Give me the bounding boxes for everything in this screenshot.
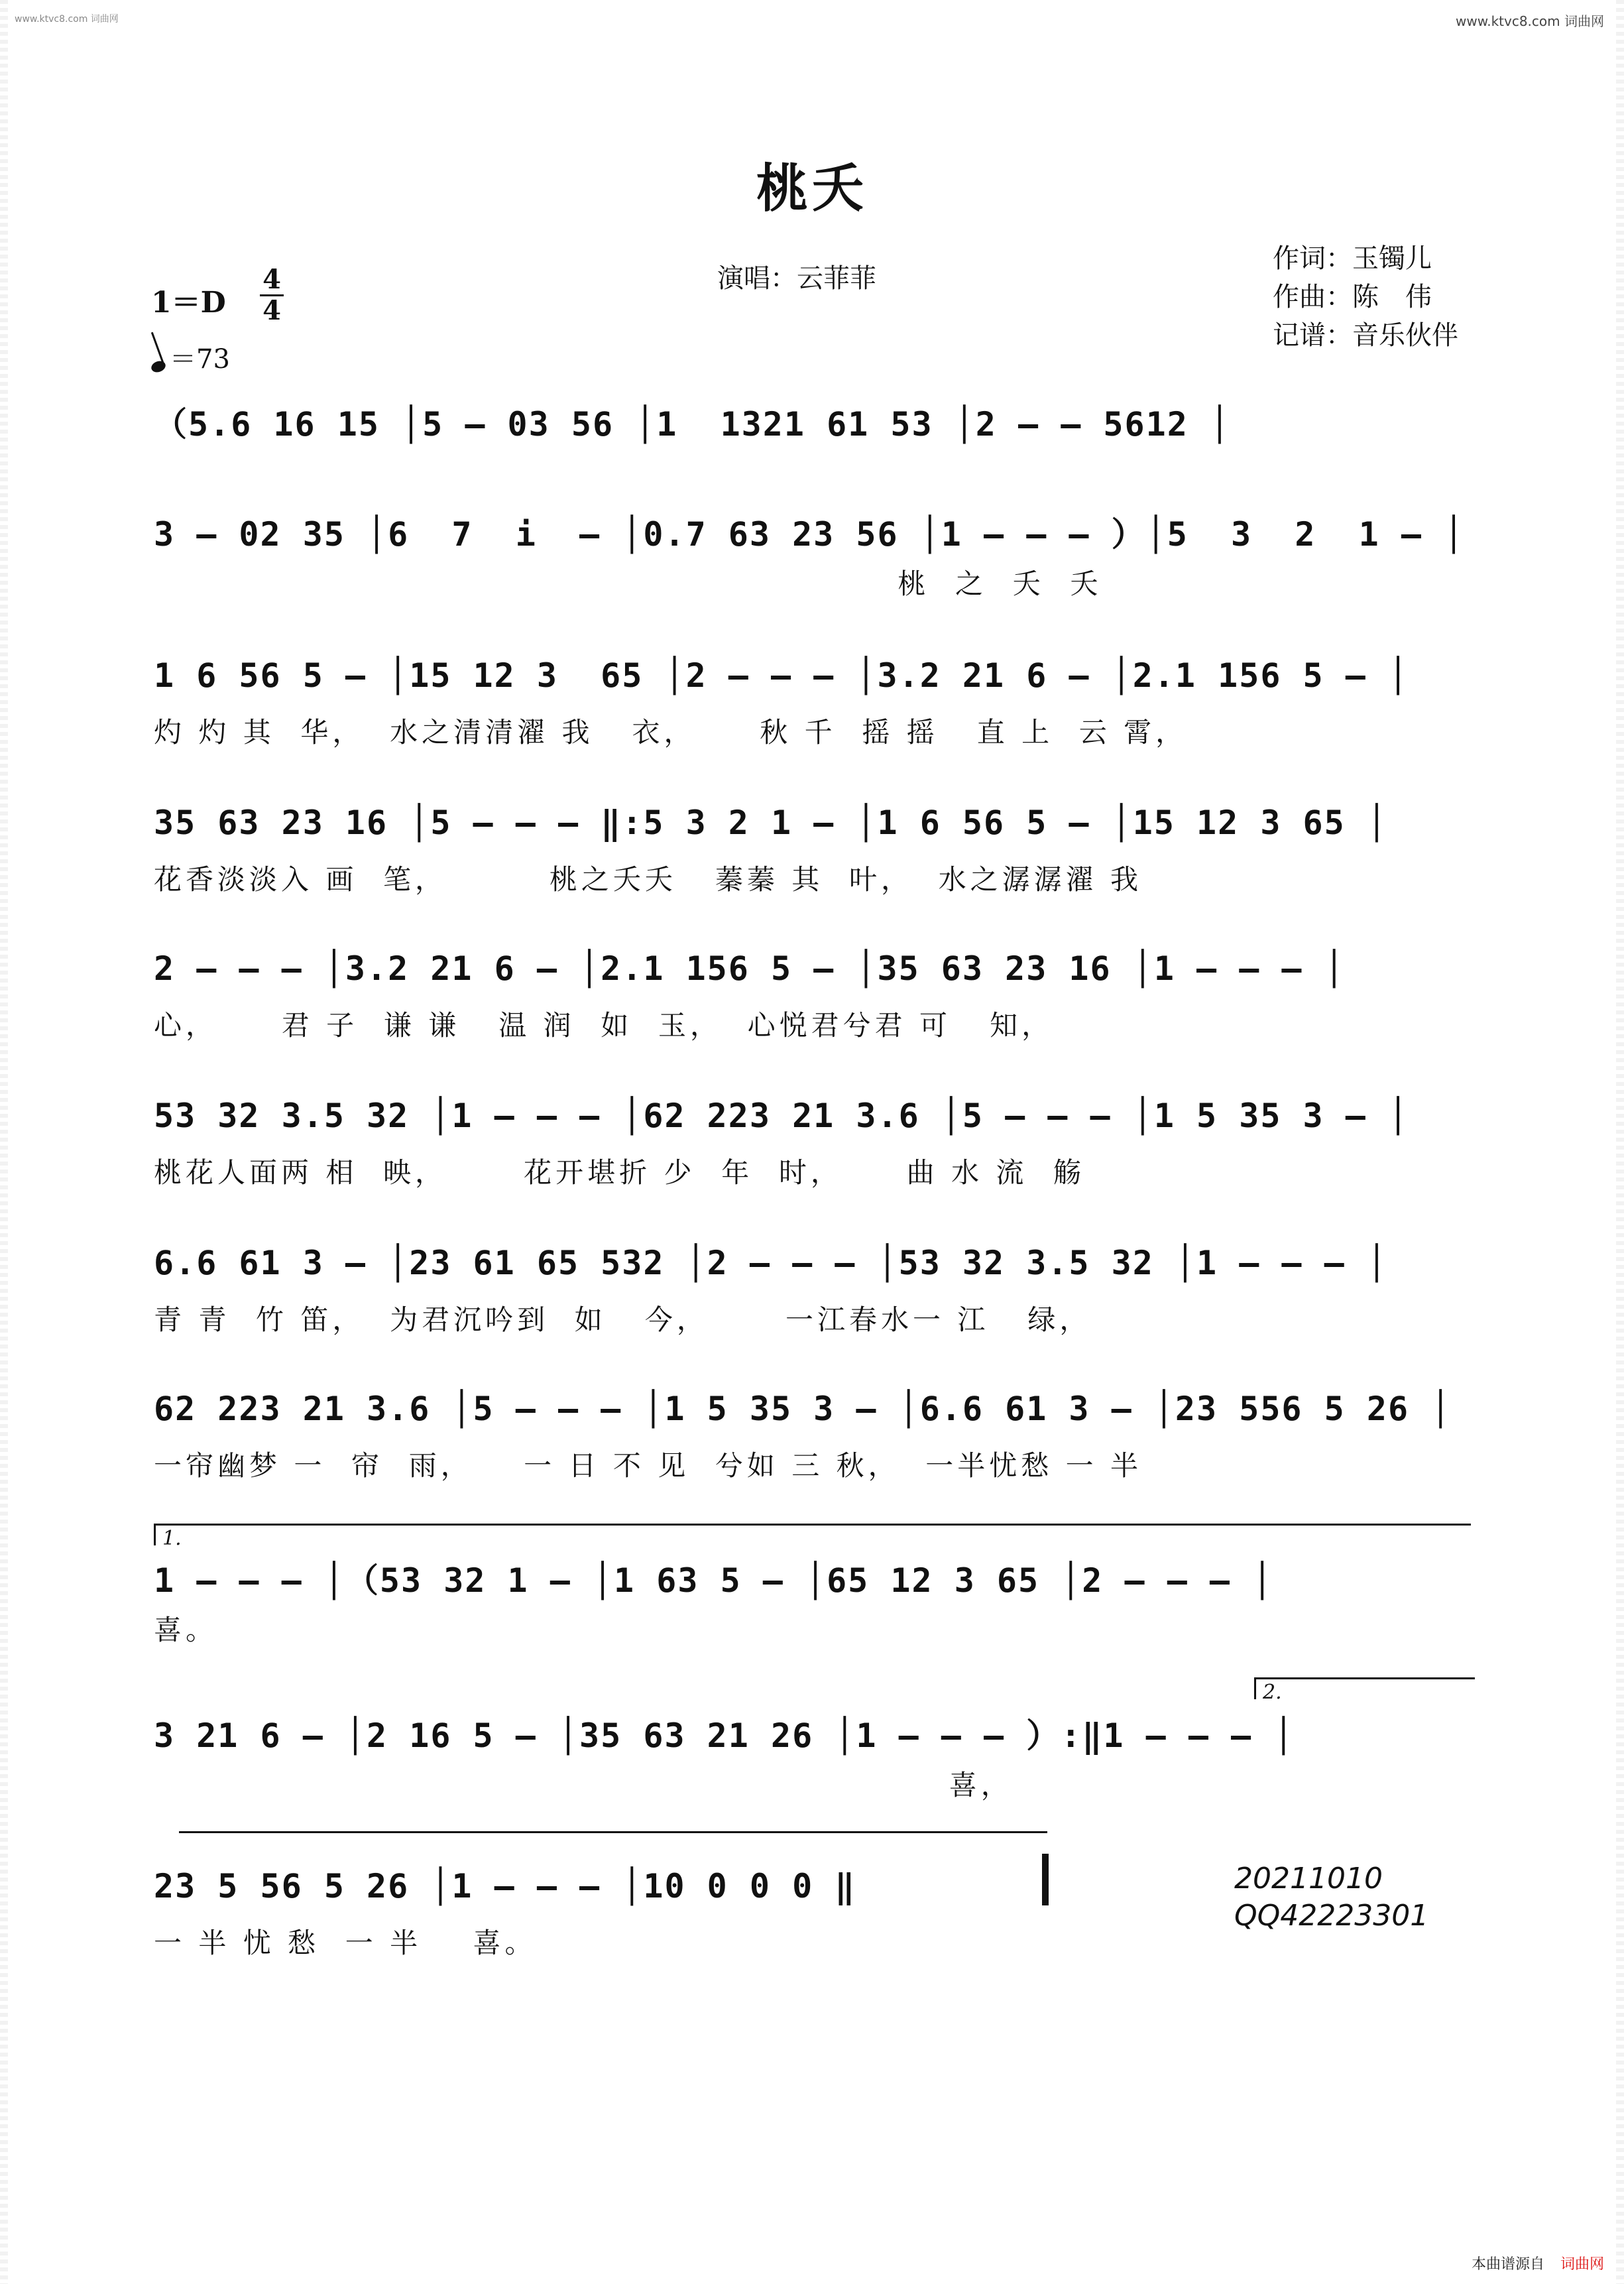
tempo-value: ＝73 xyxy=(170,344,230,375)
key-label: 1＝D xyxy=(151,286,226,320)
left-watermark-strip xyxy=(0,0,8,2284)
lyricist: 作词：玉镯儿 xyxy=(1273,243,1432,274)
final-barline xyxy=(1042,1854,1049,1905)
performer: 演唱：云菲菲 xyxy=(717,263,876,294)
song-title: 桃夭 xyxy=(756,158,868,219)
row-notes: 3 21 6 – │2 16 5 – │35 63 21 26 │1 – – – ）:‖1 – – – │ xyxy=(154,1716,1295,1755)
footer xyxy=(1472,2253,1604,2273)
row-lyrics: 青 青 竹 笛， 为君沉吟到 如 今， 一江春水一 江 绿， xyxy=(154,1303,1092,1336)
footer-brand[interactable]: 词曲网 xyxy=(1560,2256,1604,2273)
row-lyrics: 一 半 忧 愁 一 半 喜。 xyxy=(154,1927,537,1959)
row-notes: 2 – – – │3.2 21 6 – │2.1 156 5 – │35 63 23 16 │1 – – – │ xyxy=(154,949,1346,988)
row-notes: （5.6 16 15 │5 – 03 56 │1 1321 61 53 │2 – – 5612 │ xyxy=(154,405,1232,444)
row-notes: 23 5 56 5 26 │1 – – – │10 0 0 0 ‖ xyxy=(154,1867,856,1905)
row-lyrics: 喜。 xyxy=(154,1614,218,1646)
row-lyrics: 桃花人面两 相 映， 花开堪折 少 年 时， 曲 水 流 觞 xyxy=(154,1156,1086,1189)
time-signature xyxy=(260,265,284,326)
key-signature xyxy=(151,278,226,321)
row-lyrics: 桃 之 夭 夭 xyxy=(154,568,1102,600)
row-notes: 3 – 02 35 │6 7 i – │0.7 63 23 56 │1 – – – ）│5 3 2 1 – │ xyxy=(154,515,1466,554)
composer: 作曲：陈 伟 xyxy=(1273,282,1432,312)
row-lyrics: 灼 灼 其 华， 水之清清濯 我 衣， 秋 千 摇 摇 直 上 云 霄， xyxy=(154,716,1188,749)
first-ending-label: 1. xyxy=(162,1527,182,1550)
row-notes: 62 223 21 3.6 │5 – – – │1 5 35 3 – │6.6 61 3 – │23 556 5 26 │ xyxy=(154,1390,1452,1428)
second-ending-label: 2. xyxy=(1263,1681,1282,1704)
transcriber: 记谱：音乐伙伴 xyxy=(1273,320,1458,351)
right-watermark-strip xyxy=(1616,0,1624,2284)
date-signature: 20211010 xyxy=(1234,1862,1383,1895)
tiny-header-text: www.ktvc8.com 词曲网 xyxy=(15,14,119,25)
first-ending-bracket xyxy=(154,1524,1471,1550)
row-notes: 53 32 3.5 32 │1 – – – │62 223 21 3.6 │5 – – – │1 5 35 3 – │ xyxy=(154,1097,1410,1135)
row-lyrics: 一帘幽梦 一 帘 雨， 一 日 不 见 兮如 三 秋， 一半忧愁 一 半 xyxy=(154,1449,1143,1482)
time-signature-top: 4 xyxy=(262,264,281,295)
footer-source: 本曲谱源自 xyxy=(1471,2256,1544,2273)
tempo-marking xyxy=(151,338,230,376)
row-notes: 1 – – – │（53 32 1 – │1 63 5 – │65 12 3 65 │2 – – – │ xyxy=(154,1561,1274,1600)
site-link[interactable]: www.ktvc8.com 词曲网 xyxy=(1455,13,1604,29)
row-lyrics: 心， 君 子 谦 谦 温 润 如 玉， 心悦君兮君 可 知， xyxy=(154,1009,1054,1042)
quarter-note-icon xyxy=(150,359,167,375)
qq-signature: QQ42223301 xyxy=(1234,1899,1429,1933)
row-notes: 6.6 61 3 – │23 61 65 532 │2 – – – │53 32 3.5 32 │1 – – – │ xyxy=(154,1244,1388,1282)
row-notes: 1 6 56 5 – │15 12 3 65 │2 – – – │3.2 21 6 – │2.1 156 5 – │ xyxy=(154,656,1410,695)
second-ending-bracket xyxy=(1254,1677,1475,1704)
row-lyrics: 喜， xyxy=(154,1769,1013,1801)
time-signature-bottom: 4 xyxy=(262,295,281,326)
continuation-line xyxy=(179,1831,1047,1833)
row-notes: 35 63 23 16 │5 – – – ‖:5 3 2 1 – │1 6 56 5 – │15 12 3 65 │ xyxy=(154,804,1388,842)
row-lyrics: 花香淡淡入 画 笔， 桃之夭夭 蓁蓁 其 叶， 水之潺潺濯 我 xyxy=(154,863,1143,896)
